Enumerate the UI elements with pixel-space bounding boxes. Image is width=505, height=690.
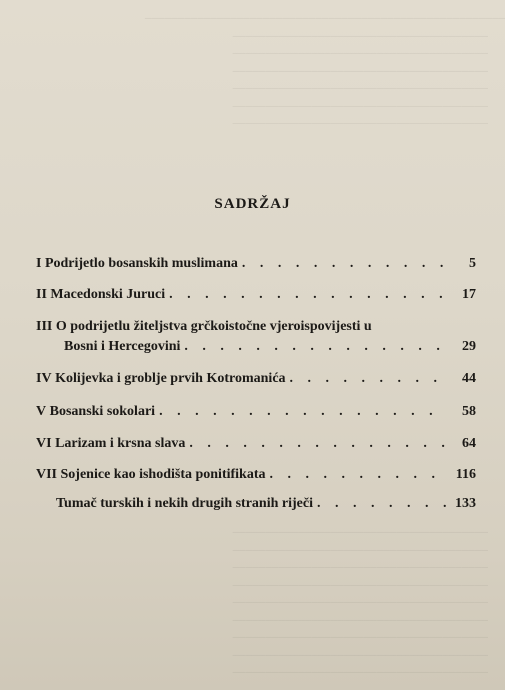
chapter-number: III: [36, 319, 53, 334]
show-through-text-top: _______________________________________________________ _______________________________________ _______________________________________ _______________________________________ _______________________________________ _______________________________________ _______________________________________: [144, 6, 505, 125]
leader-dots: [313, 494, 446, 514]
leader-dots: [165, 285, 446, 305]
leader-dots: [155, 402, 446, 422]
chapter-title: Podrijetlo bosanskih muslimana: [44, 256, 238, 271]
leader-dots: [266, 465, 447, 485]
page-number: 29: [462, 339, 476, 354]
leader-dots: [286, 369, 446, 389]
show-through-text-bottom: _______________________________________ _______________________________________ _______________________________________ _______________________________________ _______________________________________ _______________________________________ _______________________________________ _______________________________________ _______________________________________: [232, 520, 505, 674]
toc-entry-3: [36, 317, 476, 357]
chapter-title: Larizam i krsna slava: [55, 436, 186, 451]
chapter-title: Bosanski sokolari: [49, 404, 156, 419]
page-number: 116: [455, 467, 476, 482]
chapter-number: II: [36, 287, 47, 302]
page-number: 5: [469, 256, 476, 271]
chapter-number: I: [36, 256, 42, 271]
chapter-title: Tumač turskih i nekih drugih stranih riječi: [56, 496, 313, 511]
chapter-title: Sojenice kao ishodišta ponitifikata: [60, 467, 266, 482]
page-number: 64: [462, 436, 476, 451]
chapter-title-continued: Bosni i Hercegovini: [64, 339, 181, 354]
page-number: 17: [462, 287, 476, 302]
chapter-title: Kolijevka i groblje prvih Kotromanića: [55, 371, 286, 386]
chapter-number: IV: [36, 371, 52, 386]
page-number: 44: [462, 371, 476, 386]
chapter-number: V: [36, 404, 47, 419]
toc-entry-7: [36, 465, 476, 485]
leader-dots: [185, 434, 446, 454]
toc-entry-8: [56, 494, 476, 514]
chapter-title: Macedonski Juruci: [50, 287, 166, 302]
chapter-number: VII: [36, 467, 58, 482]
toc-entry-5: [36, 402, 476, 422]
contents-title: SADRŽAJ: [214, 196, 291, 212]
leader-dots: [238, 254, 446, 274]
toc-entry-4: [36, 369, 476, 389]
chapter-title: O podrijetlu žiteljstva grčkoistočne vjeroispovijesti u: [55, 319, 372, 334]
toc-entry-6: [36, 434, 476, 454]
page-number: 133: [455, 496, 476, 511]
toc-entry-1: [36, 254, 476, 274]
chapter-number: VI: [36, 436, 52, 451]
page-number: 58: [462, 404, 476, 419]
toc-entry-2: [36, 285, 476, 305]
leader-dots: [180, 337, 446, 357]
